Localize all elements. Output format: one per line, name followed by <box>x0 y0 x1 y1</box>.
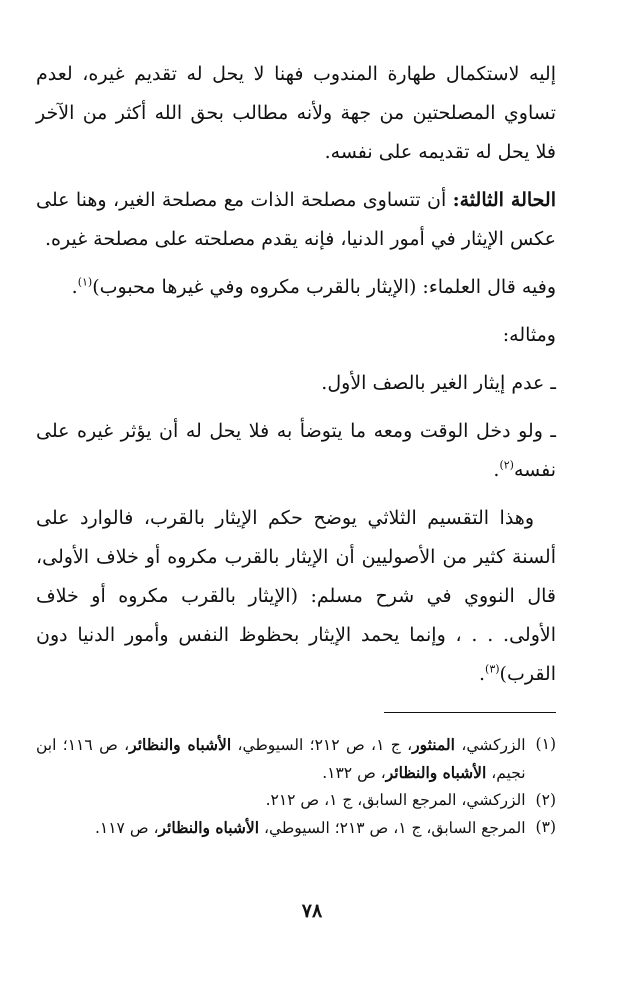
paragraph <box>36 55 556 172</box>
text-run: أن تتساوى مصلحة الذات مع مصلحة الغير، وهنا على عكس الإيثار في أمور الدنيا، فإنه يقدم مصلحته على مصلحة غيره. <box>36 189 556 250</box>
footnote-number: (٣) <box>535 818 556 836</box>
text-run: ، ص ١١٧. <box>94 819 159 837</box>
bold-text: الأشباه والنظائر <box>129 735 232 754</box>
text-run: الزركشي، المرجع السابق، ج ١، ص ٢١٢. <box>265 791 526 809</box>
paragraph-scholars-quote <box>36 268 556 307</box>
page-number: ٧٨ <box>301 900 323 922</box>
footnote-number: (٢) <box>535 791 556 809</box>
text-run: ومثاله: <box>502 324 556 346</box>
footnote-ref: (٣) <box>485 662 500 676</box>
paragraph-example-heading <box>36 316 556 355</box>
footnote-ref: (٢) <box>499 458 514 472</box>
text-run: المرجع السابق، ج ١، ص ٢١٣؛ السيوطي، <box>259 819 526 837</box>
bold-text: الأشباه والنظائر <box>158 818 260 837</box>
footnote-ref: (١) <box>77 275 93 289</box>
bold-text: الحالة الثالثة: <box>452 189 556 211</box>
text-run: الزركشي، <box>454 736 526 754</box>
text-run: ، ج ١، ص ٢١٢؛ السيوطي، <box>231 736 413 754</box>
page-content <box>36 55 556 842</box>
list-item <box>36 364 556 403</box>
footnote-text <box>36 731 526 787</box>
paragraph-third-case <box>36 181 556 259</box>
text-run: ، ص ١٣٢. <box>322 764 386 782</box>
text-run: . <box>71 276 78 298</box>
body-text <box>36 55 556 694</box>
footnote <box>36 814 556 842</box>
footnote-text <box>36 814 526 842</box>
list-item <box>36 412 556 490</box>
bold-text: الأشباه والنظائر <box>385 763 487 782</box>
footnote-text <box>36 787 526 814</box>
footnote-divider <box>384 712 556 713</box>
footnote <box>36 787 556 814</box>
bold-text: المنثور <box>412 735 455 754</box>
text-run: ، ص ١١٦؛ ابن نجيم، <box>36 736 526 782</box>
text-run: وفيه قال العلماء: (الإيثار بالقرب مكروه وفي غيرها محبوب) <box>92 276 556 298</box>
footnote <box>36 731 556 787</box>
text-run: إليه لاستكمال طهارة المندوب فهنا لا يحل له تقديم غيره، لعدم تساوي المصلحتين من جهة ولأنه مطالب بحق الله أكثر من الآخر فلا يحل له تقديمه على نفسه. <box>36 63 556 163</box>
text-run: ـ عدم إيثار الغير بالصف الأول. <box>321 372 556 394</box>
text-run: . <box>493 459 500 481</box>
text-run: . <box>478 663 486 685</box>
footnote-number: (١) <box>535 735 556 753</box>
text-run: وهذا التقسيم الثلاثي يوضح حكم الإيثار بالقرب، فالوارد على ألسنة كثير من الأصوليين أن الإيثار بالقرب مكروه أو خلاف الأولى، قال النووي في شرح مسلم: (الإيثار بالقرب مكروه أو خلاف الأولى. . . ، وإنما يحمد الإيثار بحظوظ النفس وأمور الدنيا دون القرب) <box>36 507 556 685</box>
footnotes <box>36 731 556 842</box>
text-run: ـ ولو دخل الوقت ومعه ما يتوضأ به فلا يحل له أن يؤثر غيره على نفسه <box>36 420 556 481</box>
paragraph-conclusion <box>36 499 556 694</box>
